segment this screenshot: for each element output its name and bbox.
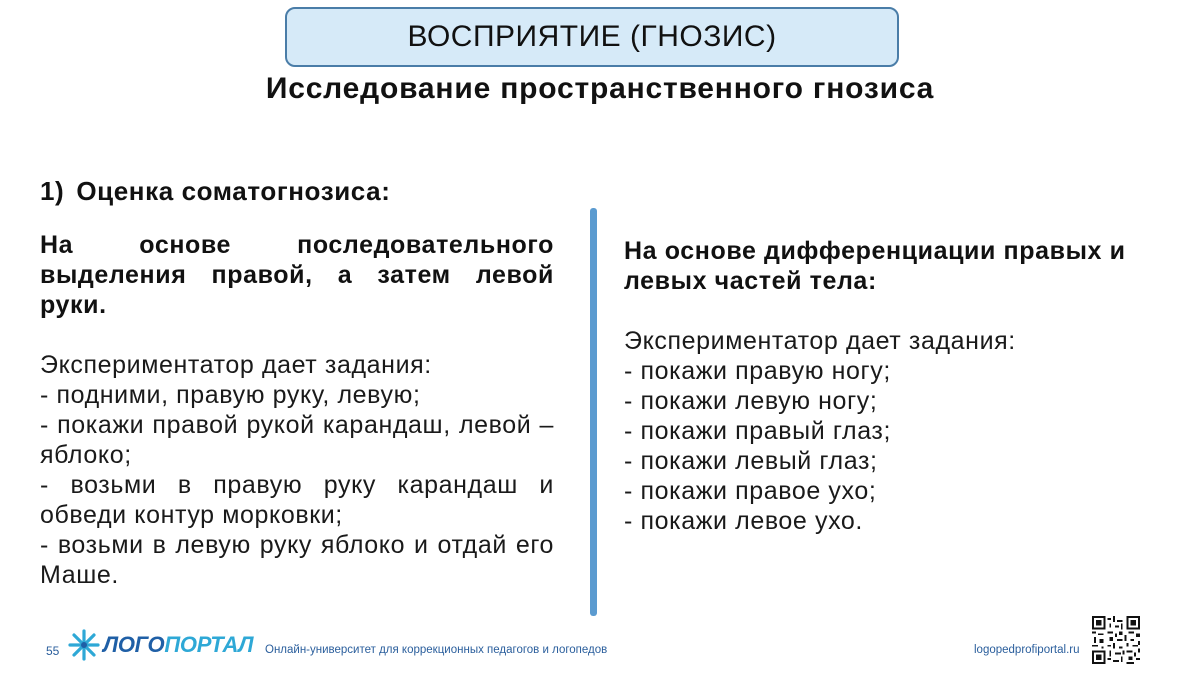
right-task-list (624, 356, 1164, 536)
section-heading-text: Оценка соматогнозиса: (76, 176, 391, 206)
slide-subtitle: Исследование пространственного гнозиса (265, 72, 935, 105)
left-intro: Экспериментатор дает задания: (40, 351, 432, 379)
left-task-item: - возьми в левую руку яблоко и отдай его Маше. (40, 531, 554, 589)
left-column (40, 230, 554, 590)
left-lead: На основе последовательного выделения правой, а затем левой руки. (40, 231, 554, 319)
right-task-item: - покажи правую ногу; (624, 357, 891, 385)
right-task-item: - покажи левую ногу; (624, 387, 878, 415)
left-task-item: - покажи правой рукой карандаш, левой – яблоко; (40, 411, 554, 469)
column-divider (590, 208, 597, 616)
left-task-list (40, 380, 554, 590)
qr-code-icon (1092, 616, 1140, 664)
logo-wordmark-part2: ПОРТАЛ (164, 632, 254, 657)
footer-url-link[interactable]: logopedprofiportal.ru (974, 644, 1080, 656)
right-task-item: - покажи правый глаз; (624, 417, 892, 445)
logo-wordmark (103, 632, 253, 658)
page-number: 55 (46, 644, 60, 658)
right-intro: Экспериментатор дает задания: (624, 327, 1016, 355)
section-heading (40, 176, 391, 207)
right-task-item: - покажи левое ухо. (624, 507, 863, 535)
left-task-item: - возьми в правую руку карандаш и обведи контур морковки; (40, 471, 554, 529)
right-task-item: - покажи правое ухо; (624, 477, 877, 505)
slide-title-box (285, 7, 899, 67)
footer-tagline: Онлайн-университет для коррекционных педагогов и логопедов (265, 644, 608, 656)
logoportal-logo[interactable] (68, 629, 253, 661)
logo-wordmark-part1: ЛОГО (103, 632, 165, 657)
right-column (624, 236, 1164, 536)
snowflake-star-icon (68, 629, 100, 661)
right-task-item: - покажи левый глаз; (624, 447, 878, 475)
right-lead: На основе дифференциации правых и левых частей тела: (624, 237, 1126, 295)
section-number: 1) (40, 176, 65, 206)
left-task-item: - подними, правую руку, левую; (40, 381, 421, 409)
slide-title: ВОСПРИЯТИЕ (ГНОЗИС) (407, 20, 777, 53)
